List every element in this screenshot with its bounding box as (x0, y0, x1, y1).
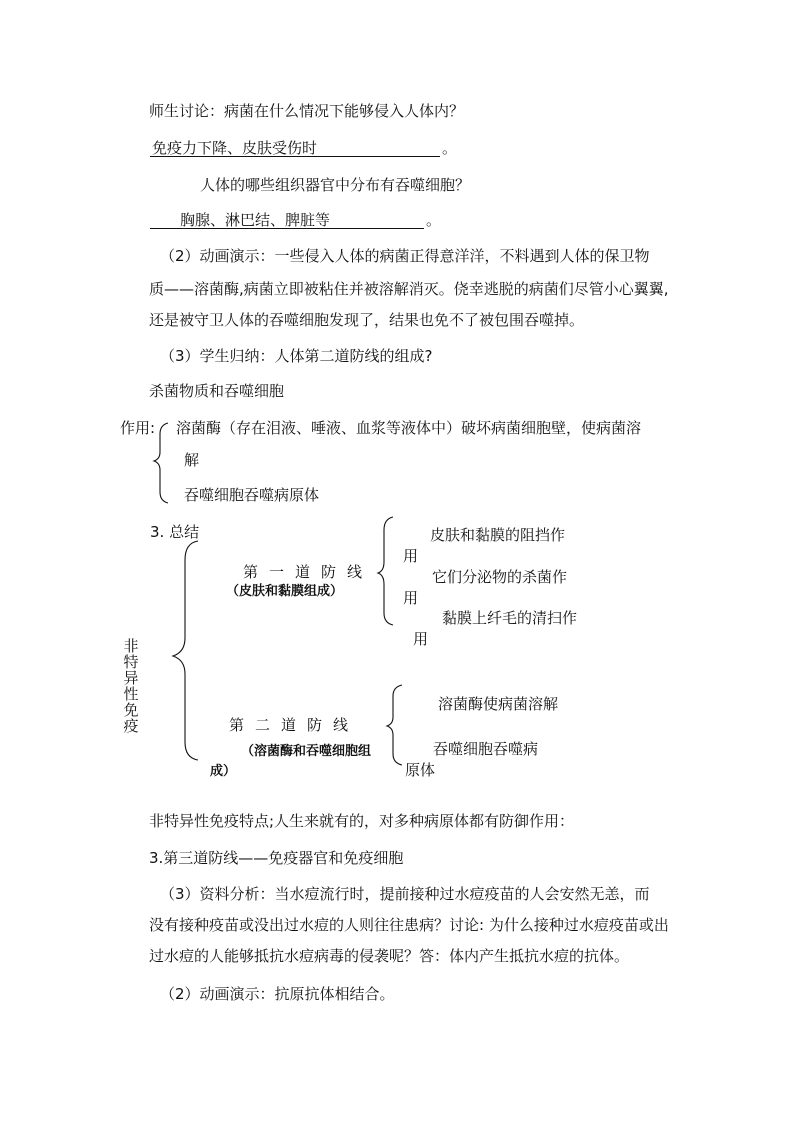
induction-question: （3）学生归纳：人体第二道防线的组成? (160, 347, 433, 365)
first-defense-title: 第一道防线 (243, 563, 374, 581)
effect-phagocyte: 吞噬细胞吞噬病原体 (184, 486, 320, 504)
animation-paragraph-line: （2）动画演示：一些侵入人体的病菌正得意洋洋，不料遇到人体的保卫物 (160, 247, 650, 265)
third-defense-line: 3.第三道防线——免疫器官和免疫细胞 (149, 849, 404, 867)
first-item-1-cont: 用 (403, 547, 419, 565)
first-item-3: 黏膜上纤毛的清扫作 (442, 609, 578, 627)
nonspecific-immunity-vertical-label: 非 特 异 性 免 疫 (123, 637, 139, 735)
second-defense-subtitle: （溶菌酶和吞噬细胞组 (241, 744, 372, 759)
effect-lysozyme-cont: 解 (184, 451, 200, 469)
data-analysis-line: 没有接种疫苗或没出过水痘的人则往往患病？讨论: 为什么接种过水痘疫苗或出 (149, 916, 669, 934)
second-item-2-cont: 原体 (405, 761, 436, 779)
first-item-3-cont: 用 (413, 630, 429, 648)
data-analysis-line: 过水痘的人能够抵抗水痘病毒的侵袭呢？答：体内产生抵抗水痘的抗体。 (149, 947, 630, 965)
period: 。 (426, 211, 442, 229)
induction-answer: 杀菌物质和吞噬细胞 (149, 382, 285, 400)
animation-2: （2）动画演示：抗原抗体相结合。 (160, 985, 395, 1003)
period: 。 (442, 139, 458, 157)
nonspecific-feature: 非特异性免疫特点;人生来就有的，对多种病原体都有防御作用： (149, 812, 575, 830)
animation-paragraph-line: 质——溶菌酶,病菌立即被粘住并被溶解消灭。侥幸逃脱的病菌们尽管小心翼翼, (149, 280, 669, 298)
summary-label: 3. 总结 (150, 523, 200, 541)
first-item-2-cont: 用 (403, 589, 419, 607)
organs-question: 人体的哪些组织器官中分布有吞噬细胞？ (200, 176, 471, 194)
first-defense-subtitle: （皮肤和黏膜组成） (226, 584, 344, 599)
second-defense-title: 第二道防线 (229, 716, 360, 734)
effect-label: 作用: (120, 419, 156, 437)
first-item-2: 它们分泌物的杀菌作 (432, 568, 568, 586)
second-item-2: 吞噬细胞吞噬病 (433, 740, 539, 758)
second-defense-subtitle-cont: 成） (210, 764, 237, 779)
first-item-1: 皮肤和黏膜的阻挡作 (430, 526, 566, 544)
animation-paragraph-line: 还是被守卫人体的吞噬细胞发现了，结果也免不了被包围吞噬掉。 (149, 311, 585, 329)
data-analysis-line: （3）资料分析：当水痘流行时，提前接种过水痘疫苗的人会安然无恙，而 (160, 885, 650, 903)
effect-lysozyme: 溶菌酶（存在泪液、唾液、血浆等液体中）破坏病菌细胞壁，使病菌溶 (176, 419, 642, 437)
organs-answer: 胸腺、淋巴结、脾脏等 (180, 211, 331, 229)
discussion-question: 师生讨论：病菌在什么情况下能够侵入人体内？ (149, 102, 465, 120)
discussion-answer: 免疫力下降、皮肤受伤时 (152, 139, 318, 157)
second-item-1: 溶菌酶使病菌溶解 (438, 695, 559, 713)
